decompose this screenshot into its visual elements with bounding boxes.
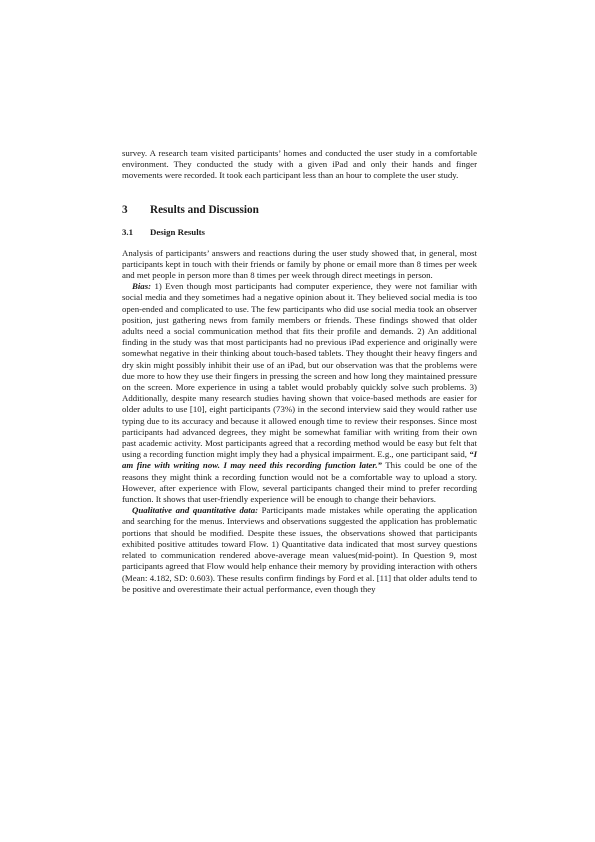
bias-text: 1) Even though most participants had computer experience, they were not familiar with social media and they sometimes had a negative opinion about it. They believed social media is too open-ended and complicated to use. The few participants who did use social media took an observer position, just gathering news from family members or friends. These findings showed that older adults need a social communication method that fits their profile and demands. 2) An additional finding in the study was that most participants had no previous iPad experience and originally were somewhat negative in their thinking about touch-based tablets. They thought their heavy fingers and dry skin might possibly inhibit their use of an iPad, but our observation was that the problems were due more to how they use their fingers in pressing the screen and how long they maintained pressure on the screen. More experience in using a tablet would probably quickly solve such problems. 3) Additionally, despite many research studies having shown that voice-based methods are easier for older adults to use [10], eight participants (73%) in the second interview said they would rather use typing due to its accuracy and because it allowed enough time to review their responses. Since most participants had advanced degrees, they might be somewhat familiar with writing from their own past academic activity. Most participants agreed that a recording method would be easy but felt that using a recording function might imply they had a physical impairment. E.g., one participant said, — [122, 281, 477, 460]
subsection-number: 3.1 — [122, 226, 133, 237]
paragraph-qualitative — [122, 505, 477, 595]
paragraph-analysis: Analysis of participants’ answers and reactions during the user study showed that, in general, most participants kept in touch with their friends or family by phone or email more than 8 times per week and met people in person more than 8 times per week through direct meetings in person. — [122, 247, 477, 281]
bias-heading: Bias: — [132, 281, 152, 292]
section-number: 3 — [122, 203, 128, 216]
page-body — [122, 148, 477, 595]
paragraph-survey: survey. A research team visited participants’ homes and conducted the user study in a comfortable environment. They conducted the study with a given iPad and only their hands and finger movements were recorded. It took each participant less than an hour to complete the user study. — [122, 148, 477, 181]
qualitative-text: Participants made mistakes while operating the application and searching for the menus. Interviews and observations suggested the application has problematic portions that should be modified. Despite these issues, the observations showed that participants exhibited positive attitudes toward Flow. 1) Quantitative data indicated that most survey questions related to communication rendered above-average mean values(mid-point). In Question 9, most participants agreed that Flow would help enhance their memory by providing interaction with others (Mean: 4.182, SD: 0.603). These results confirm findings by Ford et al. [11] that older adults tend to be positive and overestimate their actual performance, even though they — [122, 505, 478, 594]
section-heading — [122, 203, 477, 217]
subsection-heading — [122, 227, 477, 238]
participant-quote: “I am fine with writing now. I may need this recording function later.” — [122, 449, 477, 471]
qualitative-heading: Qualitative and quantitative data: — [132, 505, 259, 516]
section-title: Results and Discussion — [150, 203, 259, 216]
subsection-title: Design Results — [150, 226, 205, 237]
paragraph-bias — [122, 281, 477, 505]
bias-text-end: This could be one of the reasons they might think a recording function would not be a comfortable way to upload a story. However, after experience with Flow, several participants changed their mind to prefer recording function. It shows that user-friendly experience will be enough to change their behaviors. — [122, 460, 477, 505]
